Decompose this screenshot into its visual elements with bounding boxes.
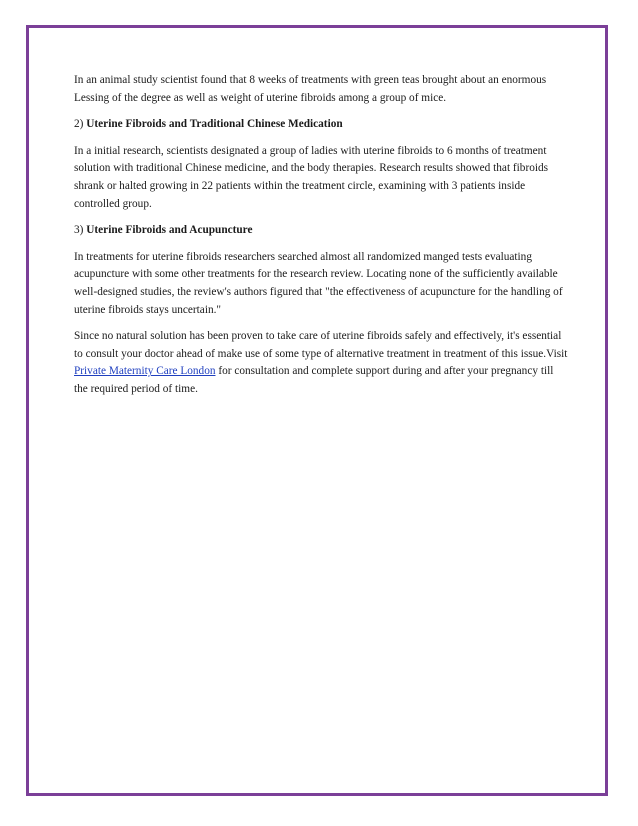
heading-title: Uterine Fibroids and Traditional Chinese Medication — [86, 118, 343, 131]
heading-number: 3) — [74, 224, 84, 237]
heading-number: 2) — [74, 118, 84, 131]
heading-title: Uterine Fibroids and Acupuncture — [86, 224, 253, 237]
paragraph-green-tea: In an animal study scientist found that 8 weeks of treatments with green teas brought about an enormous Lessing of the degree as well as weight of uterine fibroids among a group of mice. — [74, 74, 547, 104]
conclusion-text-after: for consultation and complete support during and after your pregnancy till the required period of time. — [74, 365, 554, 395]
conclusion-text-before: Since no natural solution has been proven to take care of uterine fibroids safely and effectively, it's essential to consult your doctor ahead of make use of some type of alternative treatment in treatment of this issue.Visit — [74, 330, 568, 360]
heading-traditional-chinese-medication — [74, 116, 569, 134]
private-maternity-care-link[interactable]: Private Maternity Care London — [74, 365, 216, 378]
paragraph-acupuncture: In treatments for uterine fibroids researchers searched almost all randomized manged tests evaluating acupuncture with some other treatments for the research review. Locating none of the sufficiently available well-designed studies, the review's authors figured that "the effectiveness of acupuncture for the handling of uterine fibroids stays uncertain." — [74, 250, 563, 316]
paragraph-chinese-medicine: In a initial research, scientists designated a group of ladies with uterine fibroids to 6 months of treatment solution with traditional Chinese medicine, and the body therapies. Research results showed that fibroids shrank or halted growing in 22 patients within the treatment circle, examining with 3 patients inside controlled group. — [74, 144, 549, 210]
heading-acupuncture — [74, 222, 569, 240]
document-body — [74, 72, 569, 408]
paragraph-conclusion — [74, 328, 569, 398]
